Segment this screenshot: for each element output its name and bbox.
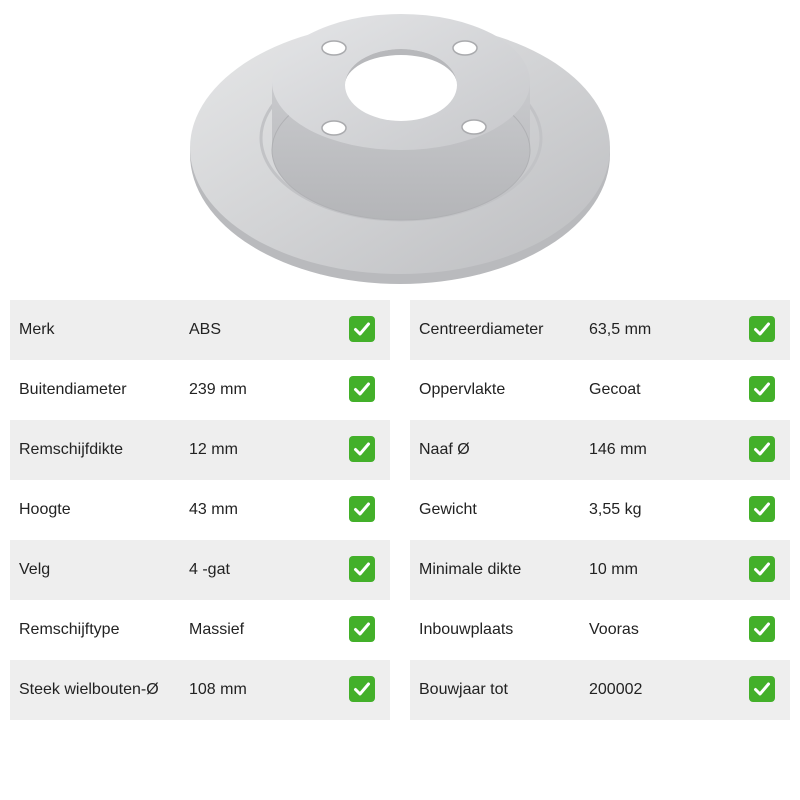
spec-value: 239 mm [189,381,247,398]
spec-label: Buitendiameter [19,381,127,398]
check-icon [749,376,775,402]
check-icon [349,556,375,582]
check-icon [749,316,775,342]
spec-row-2 [410,360,790,420]
spec-label: Merk [19,321,55,338]
check-icon [749,436,775,462]
check-icon [349,676,375,702]
check-icon [349,616,375,642]
spec-value: 10 mm [589,561,638,578]
spec-value: 12 mm [189,441,238,458]
spec-label: Gewicht [419,501,477,518]
spec-label: Steek wielbouten-Ø [19,681,159,698]
spec-label: Oppervlakte [419,381,506,398]
spec-label: Centreerdiameter [419,321,544,338]
spec-table-left [10,300,390,720]
spec-value: Gecoat [589,381,641,398]
spec-row-1 [10,300,390,360]
spec-row-1 [410,300,790,360]
spec-row-4 [10,480,390,540]
spec-table-right [410,300,790,720]
spec-value: 63,5 mm [589,321,652,338]
check-icon [749,676,775,702]
spec-row-5 [10,540,390,600]
spec-value: Massief [189,621,245,638]
spec-value: 3,55 kg [589,501,642,518]
spec-value: 108 mm [189,681,247,698]
spec-value: 200002 [589,681,643,698]
spec-row-3 [410,420,790,480]
spec-value: 43 mm [189,501,238,518]
spec-value: 146 mm [589,441,647,458]
brake-disc-image [0,0,800,300]
spec-label: Remschijftype [19,621,120,638]
spec-label: Bouwjaar tot [419,681,508,698]
check-icon [349,376,375,402]
check-icon [749,496,775,522]
spec-value: 4 -gat [189,561,230,578]
check-icon [349,316,375,342]
check-icon [749,556,775,582]
check-icon [749,616,775,642]
spec-row-6 [410,600,790,660]
spec-label: Velg [19,561,51,578]
spec-row-7 [10,660,390,720]
spec-row-6 [10,600,390,660]
spec-row-2 [10,360,390,420]
spec-label: Remschijfdikte [19,441,124,458]
check-icon [349,436,375,462]
check-icon [349,496,375,522]
spec-value: Vooras [589,621,639,638]
spec-label: Naaf Ø [419,441,470,458]
spec-row-7 [410,660,790,720]
spec-label: Minimale dikte [419,561,522,578]
spec-row-5 [410,540,790,600]
spec-label: Hoogte [19,501,71,518]
spec-row-4 [410,480,790,540]
spec-value: ABS [189,321,222,338]
spec-label: Inbouwplaats [419,621,514,638]
spec-row-3 [10,420,390,480]
